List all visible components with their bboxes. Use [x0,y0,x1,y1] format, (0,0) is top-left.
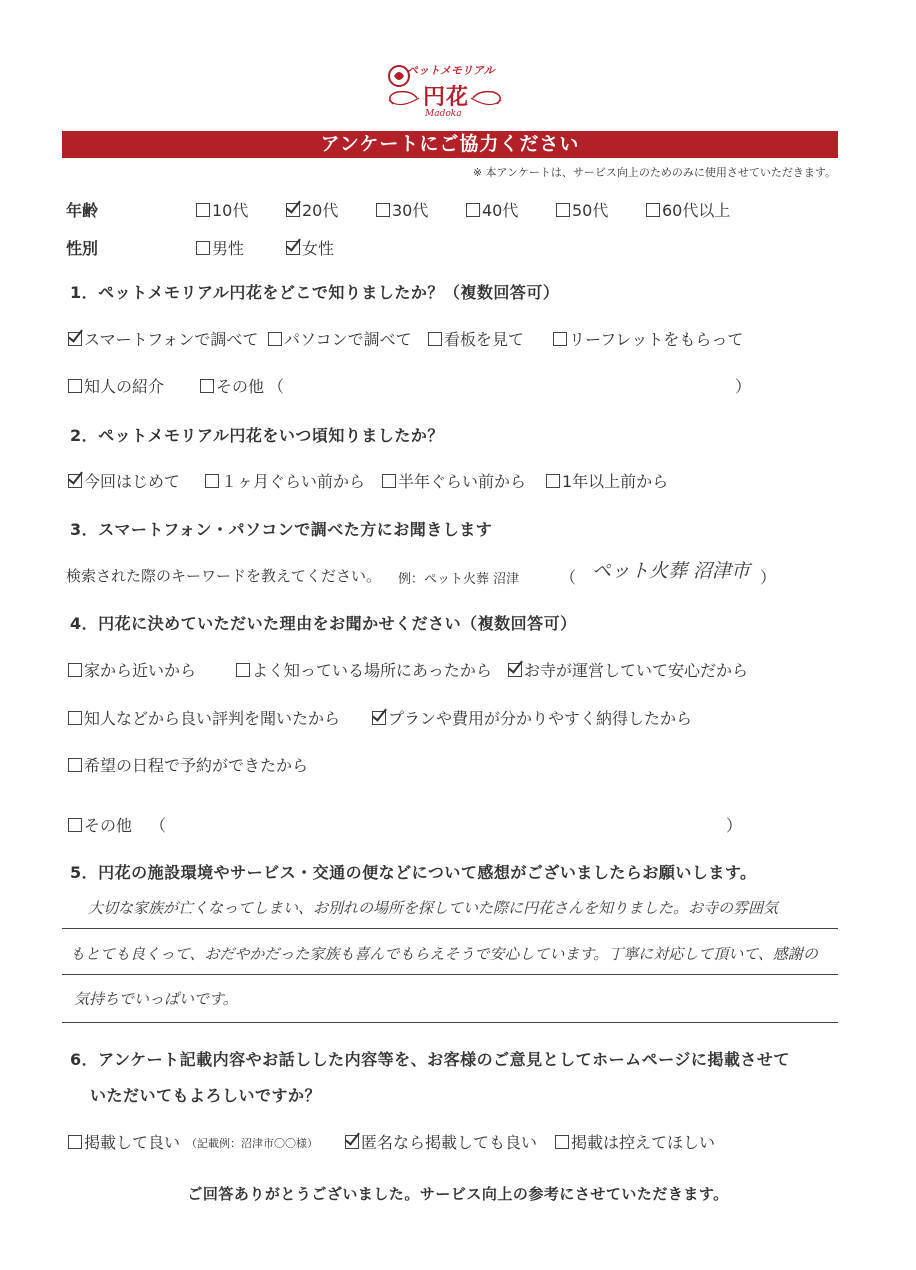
q4-option-clear-pricing[interactable]: プランや費用が分かりやすく納得したから [372,706,692,729]
page-title: アンケートにご協力ください [320,133,580,155]
checkbox-icon [196,203,210,217]
q4-option-known-place[interactable]: よく知っている場所にあったから [236,658,492,681]
title-banner [62,131,838,158]
q4-option-near-home[interactable]: 家から近いから [68,658,196,681]
q3-paren-close: ） [760,568,777,587]
q5-comment-line-2: もとても良くって、おだやかだった家族も喜んでもらえそうで安心しています。丁寧に対応して頂いて、感謝の [70,945,818,963]
checkbox-icon [68,758,82,772]
checked-checkbox-icon [508,663,522,677]
q6-option-do-not-post[interactable]: 掲載は控えてほしい [555,1130,715,1153]
q4-other-paren-close: ） [726,816,743,835]
q1-other-paren-open: （ [268,377,285,396]
checkbox-icon [555,1135,569,1149]
checkbox-icon [205,474,219,488]
logo-sub-text: Madoka [425,109,462,119]
q3-prompt: 検索された際のキーワードを教えてください。 [66,567,382,585]
checked-checkbox-icon [372,711,386,725]
q2-option-first-time[interactable]: 今回はじめて [68,469,180,492]
checkbox-icon [68,663,82,677]
checkbox-icon [376,203,390,217]
checkbox-icon [68,379,82,393]
q2-heading: 2．ペットメモリアル円花をいつ頃知りましたか？ [70,426,444,445]
age-option-10s[interactable]: 10代 [196,198,248,221]
checkbox-icon [68,818,82,832]
checked-checkbox-icon [286,203,300,217]
q3-handwritten-answer: ペット火葬 沼津市 [592,560,751,582]
q2-option-one-month[interactable]: １ヶ月ぐらい前から [205,469,365,492]
logo [385,60,505,132]
q6-example: （記載例：沼津市〇〇様） [186,1137,318,1150]
checked-checkbox-icon [68,332,82,346]
q1-option-signboard[interactable]: 看板を見て [428,327,524,350]
gender-option-male[interactable]: 男性 [196,236,244,259]
q4-option-schedule[interactable]: 希望の日程で予約ができたから [68,753,308,776]
q1-option-other[interactable]: その他 [200,374,264,397]
q1-option-leaflet[interactable]: リーフレットをもらって [553,327,743,350]
q5-comment-line-3: 気持ちでいっぱいです。 [74,990,238,1008]
q6-heading-line-2: いただいてもよろしいですか？ [90,1086,322,1105]
logo-main-text: 円花 [423,85,470,110]
checkbox-icon [68,711,82,725]
checkbox-icon [646,203,660,217]
age-option-20s[interactable]: 20代 [286,198,338,221]
q1-heading: 1．ペットメモリアル円花をどこで知りましたか？（複数回答可） [70,283,560,302]
q4-option-other[interactable]: その他 [68,813,132,836]
checkbox-icon [196,241,210,255]
logo-top-text: ペットメモリアル [407,64,495,77]
q1-other-paren-close: ） [735,377,752,396]
checked-checkbox-icon [68,474,82,488]
checkbox-icon [466,203,480,217]
checkbox-icon [68,1135,82,1149]
q6-option-anonymous[interactable]: 匿名なら掲載しても良い [345,1130,537,1153]
q3-example: 例：ペット火葬 沼津 [398,572,520,587]
checkbox-icon [200,379,214,393]
checkbox-icon [428,332,442,346]
q5-rule-1 [62,928,838,929]
q5-rule-3 [62,1022,838,1023]
checked-checkbox-icon [345,1135,359,1149]
q1-option-referral[interactable]: 知人の紹介 [68,374,164,397]
q4-option-temple-run[interactable]: お寺が運営していて安心だから [508,658,748,681]
age-option-50s[interactable]: 50代 [556,198,608,221]
q2-option-half-year[interactable]: 半年ぐらい前から [382,469,526,492]
checkbox-icon [382,474,396,488]
checkbox-icon [268,332,282,346]
checkbox-icon [546,474,560,488]
q5-heading: 5．円花の施設環境やサービス・交通の便などについて感想がございましたらお願いします。 [70,863,757,882]
gender-label: 性別 [66,239,99,258]
q4-heading: 4．円花に決めていただいた理由をお聞かせください（複数回答可） [70,614,577,633]
q4-other-paren-open: （ [150,816,167,835]
age-option-30s[interactable]: 30代 [376,198,428,221]
usage-note: ※ 本アンケートは、サービス向上のためのみに使用させていただきます。 [472,166,836,179]
checkbox-icon [556,203,570,217]
q3-paren-open: （ [560,568,577,587]
thank-you-footer: ご回答ありがとうございました。サービス向上の参考にさせていただきます。 [187,1185,729,1203]
checkbox-icon [553,332,567,346]
q5-comment-line-1: 大切な家族が亡くなってしまい、お別れの場所を探していた際に円花さんを知りました。お寺の雰囲気 [88,899,779,917]
checkbox-icon [236,663,250,677]
q1-option-smartphone[interactable]: スマートフォンで調べて [68,327,258,350]
q2-option-over-one-year[interactable]: 1年以上前から [546,469,668,492]
q3-heading: 3．スマートフォン・パソコンで調べた方にお聞きします [70,520,493,539]
age-option-60s-plus[interactable]: 60代以上 [646,198,730,221]
q4-option-good-reputation[interactable]: 知人などから良い評判を聞いたから [68,706,340,729]
q6-option-ok-to-post[interactable]: 掲載して良い [68,1130,180,1153]
q6-heading-line-1: 6．アンケート記載内容やお話しした内容等を、お客様のご意見としてホームページに掲載させて [70,1050,790,1069]
q1-option-pc[interactable]: パソコンで調べて [268,327,412,350]
age-label: 年齢 [66,201,99,220]
age-option-40s[interactable]: 40代 [466,198,518,221]
gender-option-female[interactable]: 女性 [286,236,334,259]
q5-rule-2 [62,974,838,975]
checked-checkbox-icon [286,241,300,255]
